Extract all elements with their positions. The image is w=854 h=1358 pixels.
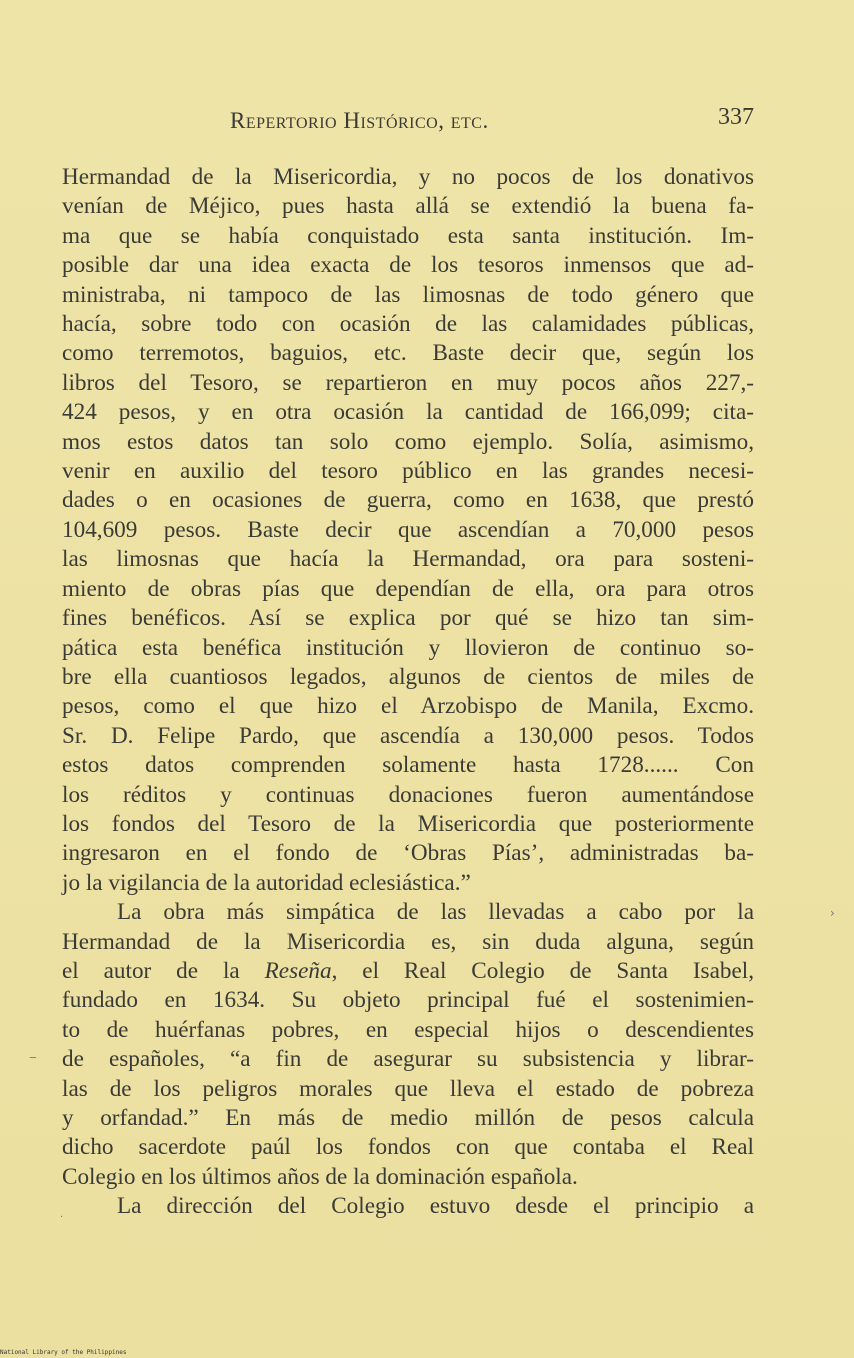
text-line: los fondos del Tesoro de la Misericordia que posteriormente [62,810,754,837]
text-line: ministraba, ni tampoco de las limosnas de todo género que [62,281,754,308]
text-line: dades o en ocasiones de guerra, como en 1638, que prestó [62,487,754,514]
text-line: posible dar una idea exacta de los tesoros inmensos que ad- [62,252,754,279]
page-number: 337 [718,104,754,130]
book-title: Reseña [264,957,332,984]
text-line: ma que se había conquistado esta santa institución. Im- [62,222,754,249]
text-line: hacía, sobre todo con ocasión de las calamidades públicas, [62,311,754,338]
margin-mark: · [60,1212,64,1223]
text-line: fines benéficos. Así se explica por qué se hizo tan sim- [62,605,754,632]
text-line: venir en auxilio del tesoro público en las grandes necesi- [62,458,754,485]
text-line: bre ella cuantiosos legados, algunos de cientos de miles de [62,663,754,690]
text-line: las de los peligros morales que lleva el estado de pobreza [62,1075,754,1102]
text-line: Sr. D. Felipe Pardo, que ascendía a 130,000 pesos. Todos [62,722,754,749]
text-line: pática esta benéfica institución y llovieron de continuo so- [62,634,754,661]
text-line: pesos, como el que hizo el Arzobispo de Manila, Excmo. [62,693,754,720]
text-line: Hermandad de la Misericordia, y no pocos de los donativos [62,164,754,190]
text-line: 104,609 pesos. Baste decir que ascendían a 70,000 pesos [62,516,754,543]
text-line: jo la vigilancia de la autoridad eclesiástica.” [62,869,471,896]
text-line: las limosnas que hacía la Hermandad, ora para sosteni- [62,546,754,573]
text-line: estos datos comprenden solamente hasta 1728...... Con [62,752,754,779]
running-title: Repertorio Histórico, etc. [230,108,489,133]
body-text [62,163,754,1222]
text-line: La obra más simpática de las llevadas a cabo por la [117,899,754,926]
text-line: y orfandad.” En más de medio millón de pesos calcula [62,1105,754,1131]
text-line: de españoles, “a fin de asegurar su subsistencia y librar- [62,1046,754,1073]
text-line: dicho sacerdote paúl los fondos con que contaba el Real [62,1134,754,1161]
text-line: Colegio en los últimos años de la dominación española. [62,1163,578,1190]
text-line: mos estos datos tan solo como ejemplo. Solía, asimismo, [62,428,754,455]
text-line: venían de Méjico, pues hasta allá se extendió la buena fa- [62,193,754,220]
text-line: libros del Tesoro, se repartieron en muy pocos años 227,- [62,369,754,396]
text-line: como terremotos, baguios, etc. Baste decir que, según los [62,340,754,367]
scan-credit: National Library of the Philippines [0,1349,127,1356]
margin-mark: _ [30,1044,36,1058]
text-line: Hermandad de la Misericordia es, sin duda alguna, según [62,928,754,955]
text-line: el autor de la Reseña, el Real Colegio de Santa Isabel, [62,957,754,984]
margin-mark: › [830,906,835,920]
text-line: los réditos y continuas donaciones fueron aumentándose [62,781,754,808]
text-line: La dirección del Colegio estuvo desde el principio a [117,1193,754,1220]
text-line: fundado en 1634. Su objeto principal fué el sostenimien- [62,987,754,1014]
text-line: to de huérfanas pobres, en especial hijos o descendientes [62,1016,754,1043]
text-line: ingresaron en el fondo de ‘Obras Pías’, administradas ba- [62,840,754,867]
page-header [62,104,754,144]
text-line: 424 pesos, y en otra ocasión la cantidad de 166,099; cita- [62,399,754,426]
text-line: miento de obras pías que dependían de ella, ora para otros [62,575,754,602]
